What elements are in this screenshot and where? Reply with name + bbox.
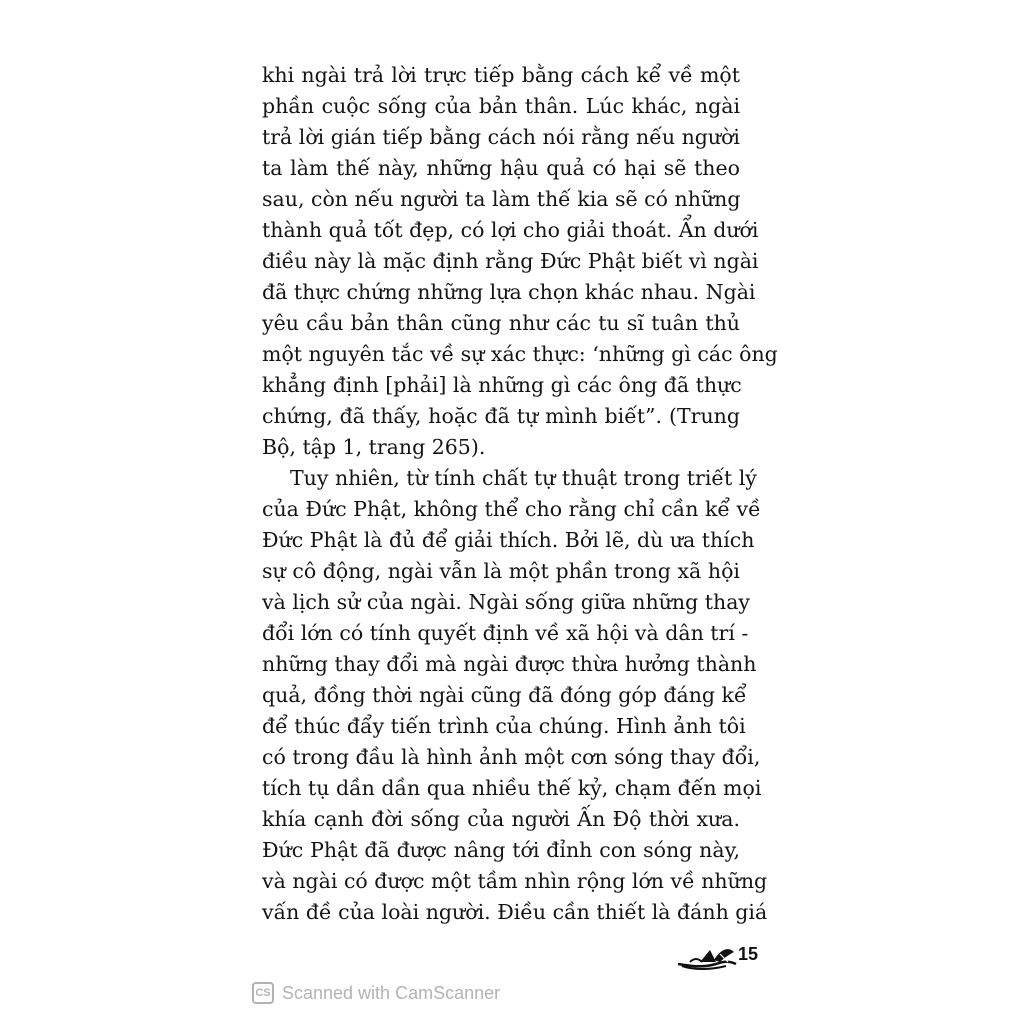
text-line: và lịch sử của ngài. Ngài sống giữa những thay <box>262 590 751 614</box>
text-line: của Đức Phật, không thể cho rằng chỉ cần kể về <box>262 497 761 521</box>
text-line: vấn đề của loài người. Điều cần thiết là đánh giá <box>262 900 768 924</box>
camscanner-logo-icon: CS <box>252 982 274 1004</box>
text-line: Bộ, tập 1, trang 265). <box>262 435 486 459</box>
body-text <box>262 60 778 928</box>
text-line: có trong đầu là hình ảnh một cơn sóng thay đổi, <box>262 745 761 769</box>
text-line: sau, còn nếu người ta làm thế kia sẽ có những <box>262 187 741 211</box>
paragraph-start-line: Tuy nhiên, từ tính chất tự thuật trong triết lý <box>290 466 757 490</box>
text-line: đổi lớn có tính quyết định về xã hội và dân trí - <box>262 621 749 645</box>
text-line: Đức Phật đã được nâng tới đỉnh con sóng này, <box>262 838 740 862</box>
text-line: Đức Phật là đủ để giải thích. Bởi lẽ, dù ưa thích <box>262 528 755 552</box>
text-line: để thúc đẩy tiến trình của chúng. Hình ảnh tôi <box>262 714 746 738</box>
text-line: đã thực chứng những lựa chọn khác nhau. Ngài <box>262 280 756 304</box>
watermark-text: Scanned with CamScanner <box>282 982 501 1003</box>
page-number: 15 <box>738 944 759 964</box>
text-line: tích tụ dần dần qua nhiều thế kỷ, chạm đến mọi <box>262 776 762 800</box>
text-line: chứng, đã thấy, hoặc đã tự mình biết”. (Trung <box>262 404 740 428</box>
text-line: khi ngài trả lời trực tiếp bằng cách kể về một <box>262 63 740 87</box>
scanner-watermark <box>252 980 500 1006</box>
text-line: trả lời gián tiếp bằng cách nói rằng nếu người <box>262 125 740 149</box>
text-line: khẳng định [phải] là những gì các ông đã thực <box>262 373 742 397</box>
text-line: sự cô động, ngài vẫn là một phần trong xã hội <box>262 559 740 583</box>
text-line: và ngài có được một tầm nhìn rộng lớn về những <box>262 869 768 893</box>
text-line: những thay đổi mà ngài được thừa hưởng thành <box>262 652 757 676</box>
text-line: điều này là mặc định rằng Đức Phật biết vì ngài <box>262 249 759 273</box>
text-line: ta làm thế này, những hậu quả có hại sẽ theo <box>262 156 740 180</box>
text-line: một nguyên tắc về sự xác thực: ‘những gì các ông <box>262 342 778 366</box>
text-line: khía cạnh đời sống của người Ấn Độ thời xưa. <box>262 807 740 831</box>
text-line: yêu cầu bản thân cũng như các tu sĩ tuân thủ <box>262 311 740 335</box>
text-line: quả, đồng thời ngài cũng đã đóng góp đáng kể <box>262 683 747 707</box>
text-line: phần cuộc sống của bản thân. Lúc khác, ngài <box>262 94 740 118</box>
text-line: thành quả tốt đẹp, có lợi cho giải thoát. Ẩn dưới <box>262 218 759 242</box>
